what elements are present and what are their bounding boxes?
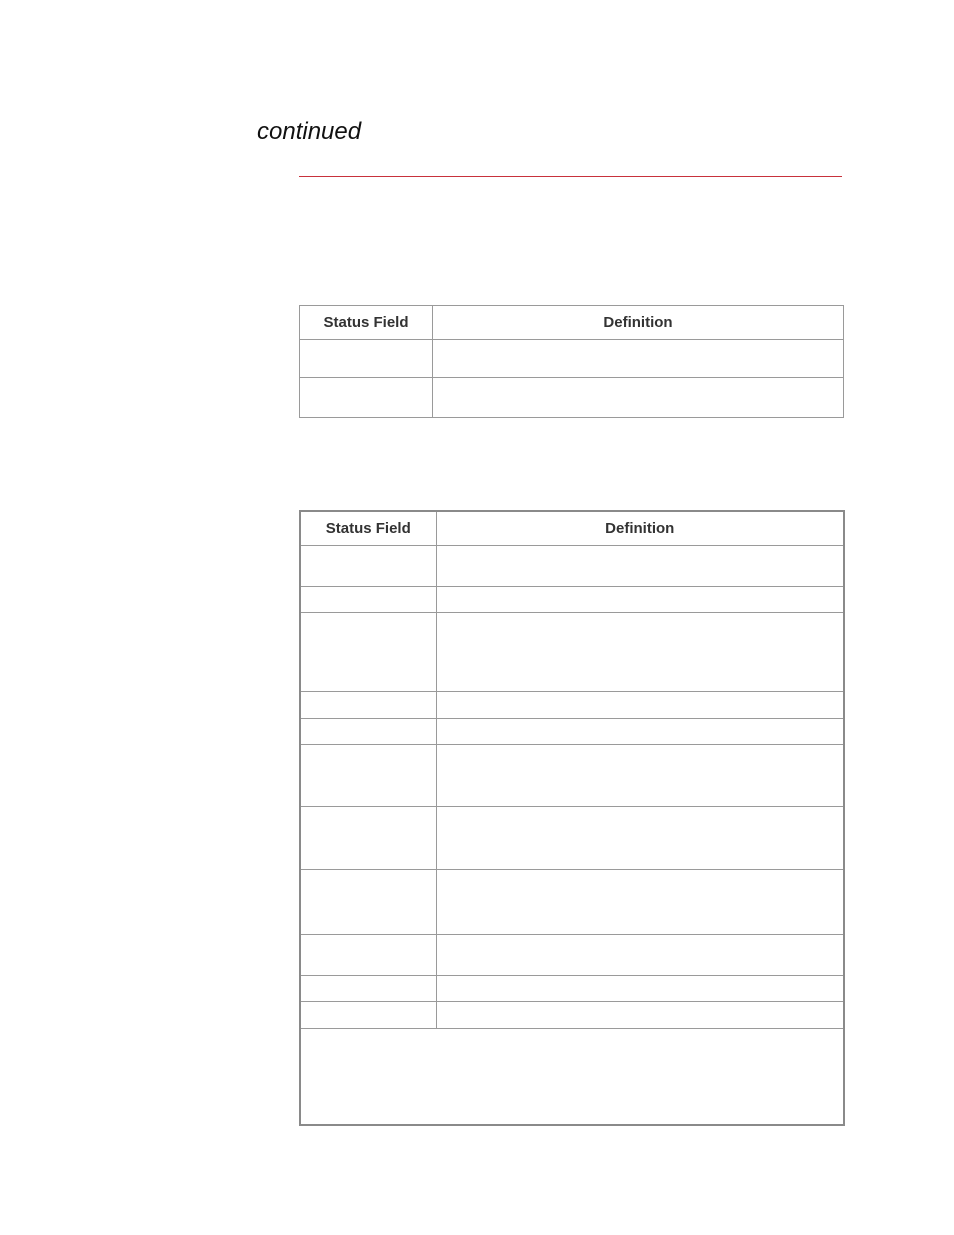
table-cell: [436, 870, 844, 935]
table-cell: [300, 807, 436, 870]
table-cell: [300, 745, 436, 807]
continued-label: continued: [257, 118, 362, 145]
status-field-table-2: [299, 510, 845, 1126]
table-cell: [436, 719, 844, 745]
table-cell: [300, 1002, 436, 1029]
table-cell: [300, 546, 436, 587]
table-cell: [436, 613, 844, 692]
table-cell: [300, 719, 436, 745]
table-cell: [300, 692, 436, 719]
table-row: [300, 935, 844, 976]
table-row: [300, 613, 844, 692]
table-row: [300, 546, 844, 587]
table-cell: [436, 807, 844, 870]
section-divider-line: [299, 176, 842, 177]
table-row: [300, 587, 844, 613]
table-row: [300, 692, 844, 719]
table-footer-row: [300, 1029, 844, 1125]
table-footer-cell: [300, 1029, 844, 1125]
table-row: [300, 1002, 844, 1029]
table-cell: [436, 745, 844, 807]
table-cell: [433, 378, 844, 418]
table-cell: [436, 1002, 844, 1029]
table-cell: [300, 587, 436, 613]
column-header-definition: Definition: [436, 511, 844, 546]
table-cell: [300, 870, 436, 935]
table-row: [300, 719, 844, 745]
table-row: [300, 976, 844, 1002]
table-cell: [300, 613, 436, 692]
table-cell: [436, 587, 844, 613]
table-row: [300, 807, 844, 870]
table-row: [300, 870, 844, 935]
table-cell: [433, 340, 844, 378]
table-row: [300, 340, 844, 378]
table-header-row: [300, 306, 844, 340]
table-cell: [300, 935, 436, 976]
table-cell: [436, 935, 844, 976]
table-cell: [300, 340, 433, 378]
table-header-row: [300, 511, 844, 546]
table-cell: [436, 976, 844, 1002]
column-header-definition: Definition: [433, 306, 844, 340]
table-row: [300, 378, 844, 418]
status-field-table-1: [299, 305, 844, 418]
column-header-status-field: Status Field: [300, 306, 433, 340]
table-row: [300, 745, 844, 807]
table-cell: [300, 378, 433, 418]
table-cell: [300, 976, 436, 1002]
table-cell: [436, 546, 844, 587]
table-cell: [436, 692, 844, 719]
column-header-status-field: Status Field: [300, 511, 436, 546]
